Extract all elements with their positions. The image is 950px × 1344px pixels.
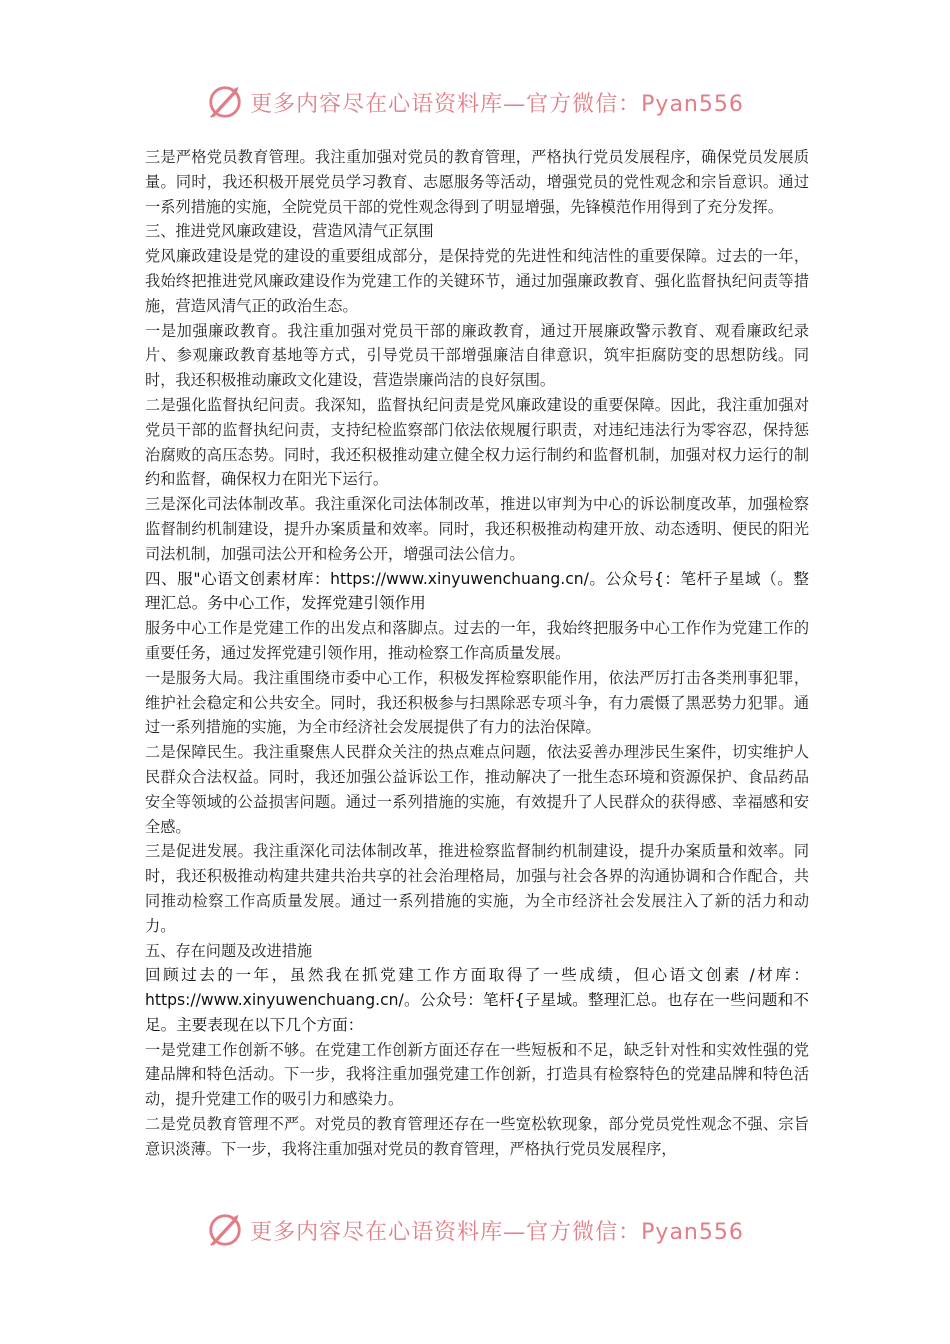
paragraph: 二是保障民生。我注重聚焦人民群众关注的热点难点问题，依法妥善办理涉民生案件，切实维护人民群众合法权益。同时，我还加强公益诉讼工作，推动解决了一批生态环境和资源保护、食品药品安全等领域的公益损害问题。通过一系列措施的实施，有效提升了人民群众的获得感、幸福感和安全感。 <box>145 743 809 836</box>
banner-text <box>250 87 744 118</box>
footer-banner <box>0 1210 950 1250</box>
paragraph: 服务中心工作是党建工作的出发点和落脚点。过去的一年，我始终把服务中心工作作为党建工作的重要任务，通过发挥党建引领作用，推动检察工作高质量发展。 <box>145 619 809 662</box>
paragraph: 二是党员教育管理不严。对党员的教育管理还存在一些宽松软现象，部分党员党性观念不强、宗旨意识淡薄。下一步，我将注重加强对党员的教育管理，严格执行党员发展程序， <box>145 1115 809 1158</box>
paragraph: 一是党建工作创新不够。在党建工作创新方面还存在一些短板和不足，缺乏针对性和实效性强的党建品牌和特色活动。下一步，我将注重加强党建工作创新，打造具有检察特色的党建品牌和特色活动，提升党建工作的吸引力和感染力。 <box>145 1040 809 1109</box>
pen-logo-icon <box>206 1211 244 1249</box>
paragraph: 一是服务大局。我注重围绕市委中心工作，积极发挥检察职能作用，依法严厉打击各类刑事犯罪，维护社会稳定和公共安全。同时，我还积极参与扫黑除恶专项斗争，有力震慑了黑恶势力犯罪。通过一系列措施的实施，为全市经济社会发展提供了有力的法治保障。 <box>145 668 809 737</box>
paragraph: 三是深化司法体制改革。我注重深化司法体制改革，推进以审判为中心的诉讼制度改革，加强检察监督制约机制建设，提升办案质量和效率。同时，我还积极推动构建开放、动态透明、便民的阳光司法机制，加强司法公开和检务公开，增强司法公信力。 <box>145 495 809 563</box>
document-body <box>145 145 809 1162</box>
banner-wechat-id: Pyan556 <box>641 91 744 117</box>
banner-text <box>250 1215 744 1246</box>
section-heading: 三、推进党风廉政建设，营造风清气正氛围 <box>145 222 434 241</box>
section-heading: 五、存在问题及改进措施 <box>145 941 313 960</box>
banner-label: 更多内容尽在心语资料库—官方微信： <box>250 91 642 117</box>
paragraph: 回顾过去的一年，虽然我在抓党建工作方面取得了一些成绩，但心语文创素 /材库：https://www.xinyuwenchuang.cn/。公众号：笔杆{子星域。整理汇总。也存在一些问题和不足。主要表现在以下几个方面： <box>145 966 809 1034</box>
header-banner <box>0 82 950 122</box>
section-heading: 四、服"心语文创素材库：https://www.xinyuwenchuang.cn/。公众号{：笔杆子星域（。整理汇总。务中心工作，发挥党建引领作用 <box>145 569 809 613</box>
paragraph: 三是严格党员教育管理。我注重加强对党员的教育管理，严格执行党员发展程序，确保党员发展质量。同时，我还积极开展党员学习教育、志愿服务等活动，增强党员的党性观念和宗旨意识。通过一系列措施的实施，全院党员干部的党性观念得到了明显增强，先锋模范作用得到了充分发挥。 <box>145 148 809 216</box>
banner-wechat-id: Pyan556 <box>641 1219 744 1245</box>
paragraph: 二是强化监督执纪问责。我深知，监督执纪问责是党风廉政建设的重要保障。因此，我注重加强对党员干部的监督执纪问责，支持纪检监察部门依法依规履行职责，对违纪违法行为零容忍，保持惩治腐败的高压态势。同时，我还积极推动建立健全权力运行制约和监督机制，加强对权力运行的制约和监督，确保权力在阳光下运行。 <box>145 395 809 489</box>
paragraph: 党风廉政建设是党的建设的重要组成部分，是保持党的先进性和纯洁性的重要保障。过去的一年，我始终把推进党风廉政建设作为党建工作的关键环节，通过加强廉政教育、强化监督执纪问责等措施，营造风清气正的政治生态。 <box>145 247 809 315</box>
paragraph: 三是促进发展。我注重深化司法体制改革，推进检察监督制约机制建设，提升办案质量和效率。同时，我还积极推动构建共建共治共享的社会治理格局，加强与社会各界的沟通协调和合作配合，共同推动检察工作高质量发展。通过一系列措施的实施，为全市经济社会发展注入了新的活力和动力。 <box>145 842 809 935</box>
pen-logo-icon <box>206 83 244 121</box>
paragraph: 一是加强廉政教育。我注重加强对党员干部的廉政教育，通过开展廉政警示教育、观看廉政纪录片、参观廉政教育基地等方式，引导党员干部增强廉洁自律意识，筑牢拒腐防变的思想防线。同时，我还积极推动廉政文化建设，营造崇廉尚洁的良好氛围。 <box>145 321 809 390</box>
banner-label: 更多内容尽在心语资料库—官方微信： <box>250 1219 642 1245</box>
